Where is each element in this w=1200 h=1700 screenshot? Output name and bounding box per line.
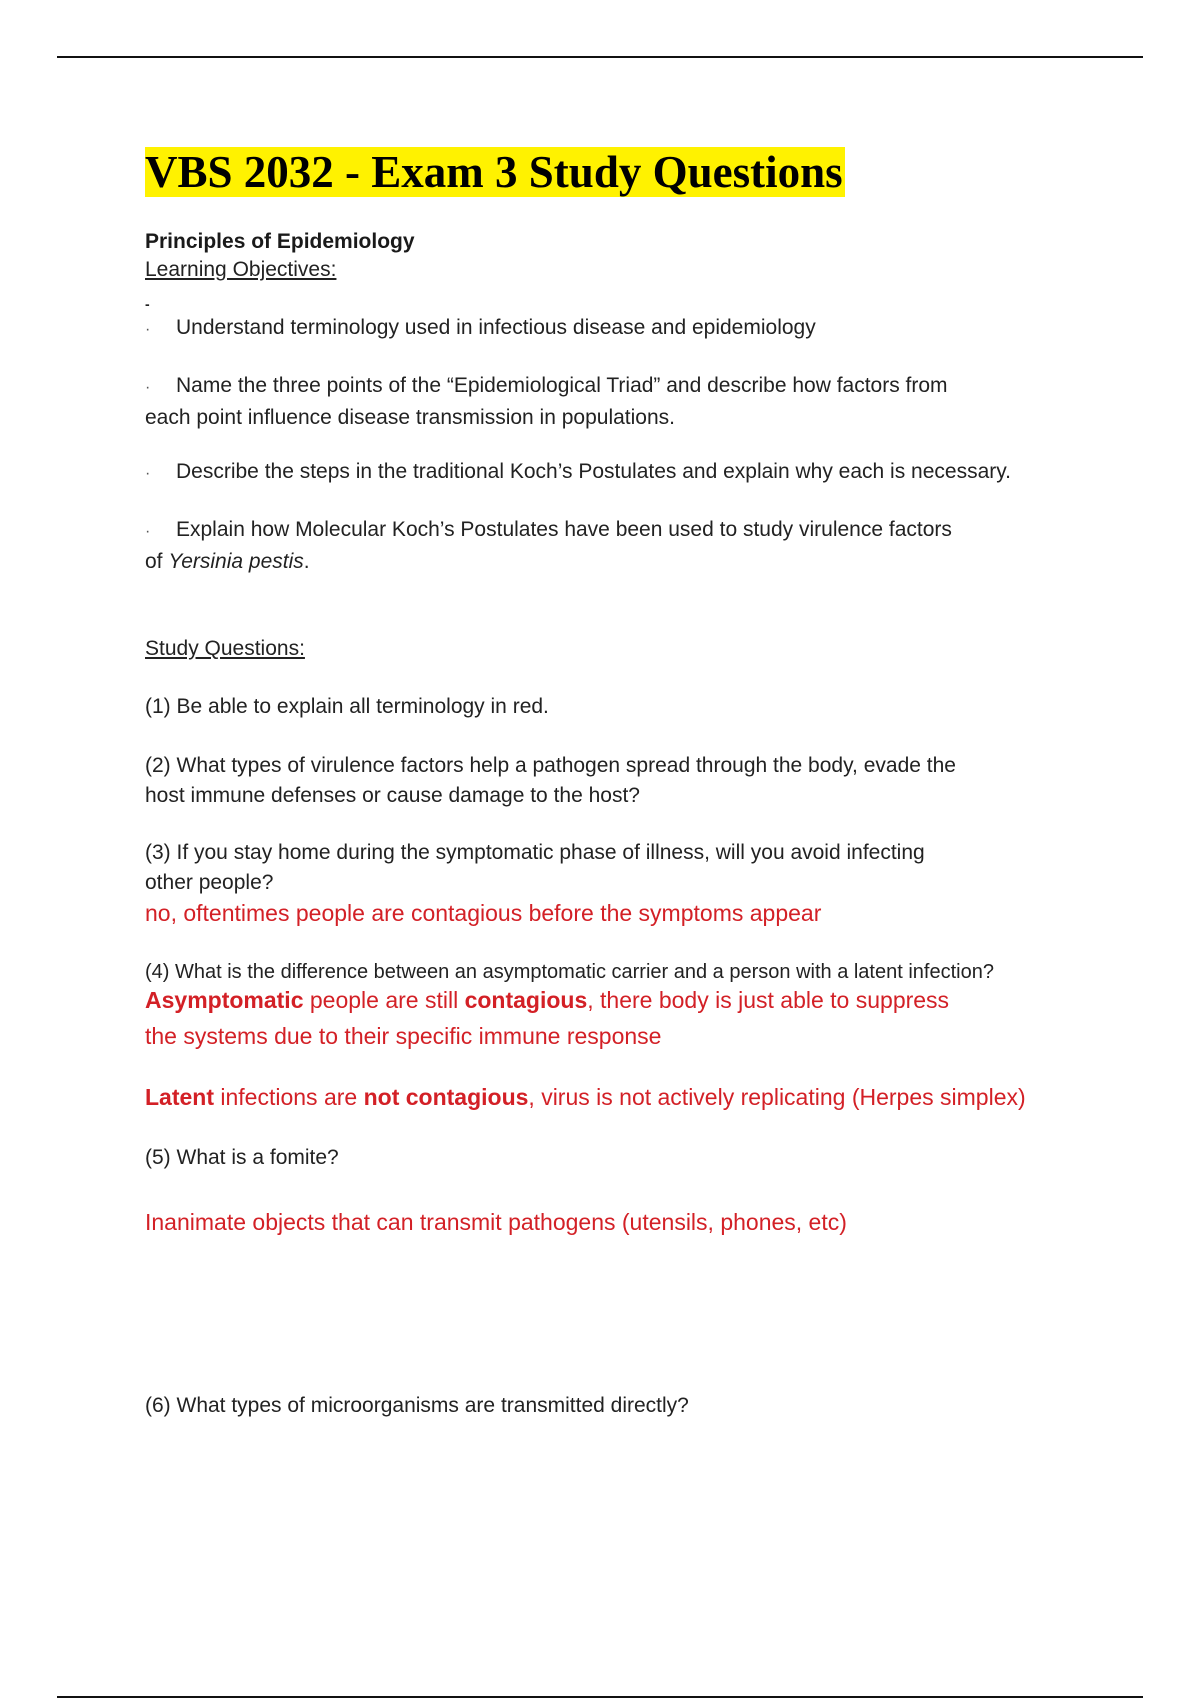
question-4: (4) What is the difference between an asymptomatic carrier and a person with a latent infection? (145, 961, 994, 983)
bottom-rule (57, 1696, 1143, 1698)
objectives-heading: Learning Objectives: (145, 258, 337, 281)
stray-dash: - (145, 296, 150, 312)
objective-1: · Understand terminology used in infectious disease and epidemiology (145, 316, 816, 339)
question-2: (2) What types of virulence factors help a pathogen spread through the body, evade the host immune defenses or cause damage to the host? (145, 754, 956, 807)
section-title: Principles of Epidemiology (145, 230, 415, 253)
top-rule (57, 56, 1143, 58)
objective-2: · Name the three points of the “Epidemiological Triad” and describe how factors from each point influence disease transmission in populations. (145, 374, 948, 429)
question-5: (5) What is a fomite? (145, 1146, 339, 1169)
objective-3: · Describe the steps in the traditional Koch’s Postulates and explain why each is necessary. (145, 460, 1012, 483)
answer-4b: Latent infections are not contagious, virus is not actively replicating (Herpes simplex) (145, 1084, 1026, 1110)
objective-4: · Explain how Molecular Koch’s Postulates have been used to study virulence factors of Yersinia pestis. (145, 518, 952, 573)
answer-5: Inanimate objects that can transmit pathogens (utensils, phones, etc) (145, 1209, 847, 1235)
questions-heading: Study Questions: (145, 637, 305, 660)
question-1: (1) Be able to explain all terminology in red. (145, 695, 549, 718)
question-6: (6) What types of microorganisms are transmitted directly? (145, 1394, 689, 1417)
answer-4a: Asymptomatic people are still contagious, there body is just able to suppress the systems due to their specific immune response (145, 987, 950, 1049)
question-3: (3) If you stay home during the symptomatic phase of illness, will you avoid infecting other people? (145, 841, 925, 894)
answer-3: no, oftentimes people are contagious before the symptoms appear (145, 900, 822, 926)
document-title: VBS 2032 - Exam 3 Study Questions (145, 147, 843, 197)
